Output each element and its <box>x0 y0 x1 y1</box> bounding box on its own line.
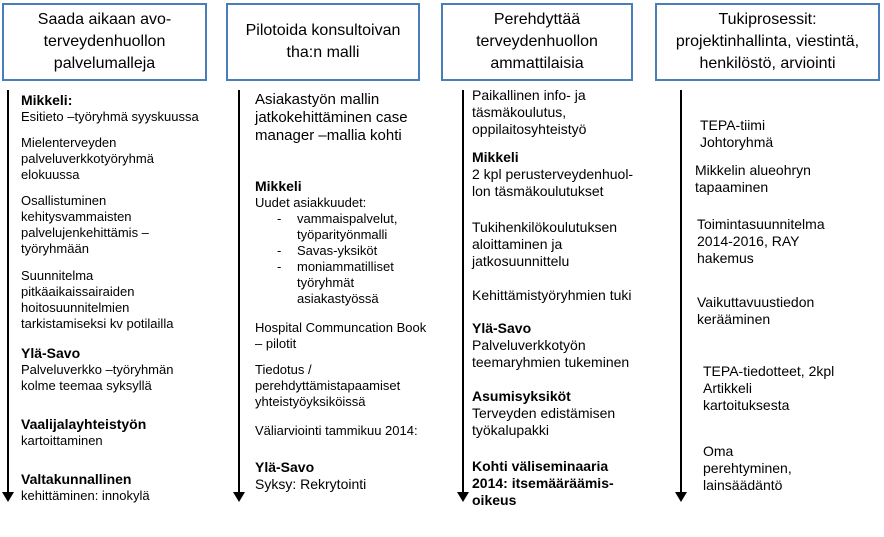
col2-bullet-list <box>255 211 440 307</box>
col2-valiarviointi: Väliarviointi tammikuu 2014: <box>255 423 418 438</box>
column-header-2: Pilotoida konsultoivan tha:n malli <box>226 3 420 81</box>
col4-perehtyminen: Oma perehtyminen, lainsäädäntö <box>703 443 792 493</box>
list-item: - vammaispalvelut, työparityönmalli <box>255 211 440 243</box>
timeline-arrow-4 <box>680 90 682 500</box>
col2-mikkeli-block: Mikkeli Uudet asiakkuudet: - vammaispalvelut, työparityönmalli - Savas-yksiköt - moniammatilliset työryhmät asiakastyössä <box>255 178 440 307</box>
col1-vaalijala-block: Vaalijalayhteistyön kartoittaminen <box>21 416 147 448</box>
col1-mikkeli-block: Mikkeli: Esitieto –työryhmä syyskuussa <box>21 92 199 124</box>
col4-alueohry: Mikkelin alueohryn tapaaminen <box>695 162 811 195</box>
col2-hospital-block: Hospital Communcation Book – pilotit <box>255 320 427 351</box>
col4-tiedotteet: TEPA-tiedotteet, 2kpl Artikkeli kartoituksesta <box>703 363 835 413</box>
column-header-1: Saada aikaan avo- terveydenhuollon palvelumalleja <box>2 3 207 81</box>
col1-valtakunnallinen-block: Valtakunnallinen kehittäminen: innokylä <box>21 471 150 503</box>
timeline-arrow-3 <box>462 90 464 500</box>
col3-tukihenkilo-block: Tukihenkilökoulutuksen aloittaminen ja jatkosuunnittelu <box>472 219 618 269</box>
col1-ylasavo-block: Ylä-Savo Palveluverkko –työryhmän kolme teemaa syksyllä <box>21 345 174 393</box>
col2-tiedotus-block: Tiedotus / perehdyttämistapaamiset yhteistyöyksiköissä <box>255 362 401 409</box>
col4-tepa-tiimi: TEPA-tiimi Johtoryhmä <box>700 117 774 150</box>
column-header-3: Perehdyttää terveydenhuollon ammattilaisia <box>441 3 633 81</box>
col4-toimintasuunnitelma: Toimintasuunnitelma 2014-2016, RAY hakemus <box>697 216 825 266</box>
col3-paikallinen-block: Paikallinen info- ja täsmäkoulutus, oppilaitosyhteistyö <box>472 87 587 137</box>
col2-ylasavo-block: Ylä-Savo Syksy: Rekrytointi <box>255 459 367 492</box>
col3-ylasavo-block: Ylä-Savo Palveluverkkotyön teemaryhmien tukeminen <box>472 320 630 370</box>
col3-kehittamis: Kehittämistyöryhmien tuki <box>472 287 632 303</box>
list-item: - Savas-yksiköt <box>255 243 440 259</box>
list-item: - moniammatilliset työryhmät asiakastyössä <box>255 259 440 307</box>
col2-intro-block: Asiakastyön mallin jatkokehittäminen case manager –mallia kohti <box>255 91 408 144</box>
col3-kohti-block: Kohti väliseminaaria 2014: itsemääräämis- oikeus <box>472 458 614 508</box>
timeline-arrow-2 <box>238 90 240 500</box>
col1-suunnitelma-block: Suunnitelma pitkäaikaissairaiden hoitosuunnitelmien tarkistamiseksi kv potilailla <box>21 268 174 331</box>
col1-mielenterveys-block: Mielenterveyden palveluverkkotyöryhmä elokuussa <box>21 135 154 182</box>
col3-mikkeli-block: Mikkeli 2 kpl perusterveydenhuol- lon täsmäkoulutukset <box>472 149 634 199</box>
col1-osallistuminen-block: Osallistuminen kehitysvammaisten palvelujenkehittämis – työryhmään <box>21 193 149 256</box>
col3-asumis-block: Asumisyksiköt Terveyden edistämisen työkalupakki <box>472 388 616 438</box>
timeline-arrow-1 <box>7 90 9 500</box>
column-header-4: Tukiprosessit: projektinhallinta, viestintä, henkilöstö, arviointi <box>655 3 880 81</box>
col4-vaikuttavuus: Vaikuttavuustiedon kerääminen <box>697 294 815 327</box>
